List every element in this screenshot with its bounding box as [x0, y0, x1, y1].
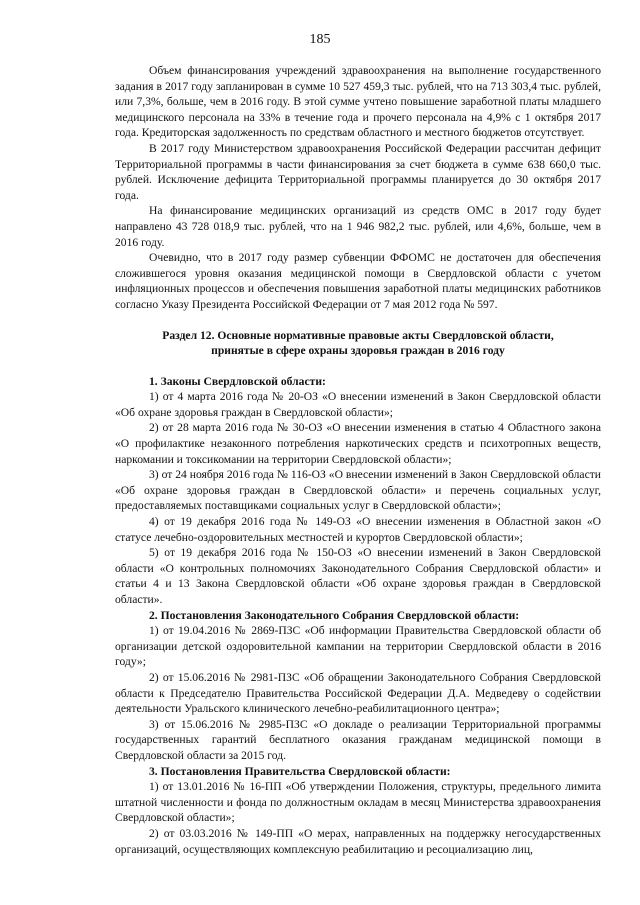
list-item: 2) от 15.06.2016 № 2981-ПЗС «Об обращении Законодательного Собрания Свердловской области к Председателю Правительства Российской Федерации Д.А. Медведеву о содействии деятельности Уральского клинического лечебно-реабилитационного центра»;: [115, 670, 601, 716]
paragraph: В 2017 году Министерством здравоохранения Российской Федерации рассчитан дефицит Территориальной программы в части финансирования за счет бюджета в сумме 638 660,0 тыс. рублей. Исключение дефицита Территориальной программы планируется до 30 октября 2017 года.: [115, 141, 601, 202]
list-item: 1) от 13.01.2016 № 16-ПП «Об утверждении Положения, структуры, предельного лимита штатной численности и фонда по должностным окладам в месяц Министерства здравоохранения Свердловской области»;: [115, 780, 601, 825]
list-item: 3) от 15.06.2016 № 2985-ПЗС «О докладе о реализации Территориальной программы государственных гарантий бесплатного оказания гражданам медицинской помощи в Свердловской области за 2015 год.: [115, 717, 601, 762]
paragraph: На финансирование медицинских организаций из средств ОМС в 2017 году будет направлено 43 728 018,9 тыс. рублей, что на 1 946 982,2 тыс. рублей, или 4,6%, больше, чем в 2016 году.: [115, 204, 601, 249]
list-item: 3) от 24 ноября 2016 года № 116-ОЗ «О внесении изменений в Закон Свердловской области «Об охране здоровья граждан в Свердловской области» и перечень социальных услуг, предоставляемых поставщиками социальных услуг в Свердловской области»;: [115, 468, 601, 513]
subsection-title-laws: 1. Законы Свердловской области:: [149, 374, 326, 388]
list-item: 5) от 19 декабря 2016 года № 150-ОЗ «О внесении изменений в Закон Свердловской области «О контрольных полномочиях Законодательного Собрания Свердловской области» и статьи 4 и 13 Закона Свердловской области «Об охране здоровья граждан в Свердловской области».: [115, 546, 601, 606]
section-title-line1: Раздел 12. Основные нормативные правовые акты Свердловской области,: [162, 328, 554, 342]
list-item: 2) от 28 марта 2016 года № 30-ОЗ «О внесении изменения в статью 4 Областного закона «О профилактике незаконного потребления наркотических средств и психотропных веществ, наркомании и токсикомании на территории Свердловской области»;: [115, 421, 601, 466]
list-item: 1) от 4 марта 2016 года № 20-ОЗ «О внесении изменений в Закон Свердловской области «Об охране здоровья граждан в Свердловской области»;: [115, 390, 601, 419]
list-item: 1) от 19.04.2016 № 2869-ПЗС «Об информации Правительства Свердловской области об организации детской оздоровительной кампании на территории Свердловской области в 2016 году»;: [115, 624, 601, 669]
subsection-title-government: 3. Постановления Правительства Свердловской области:: [149, 764, 451, 778]
subsection-title-resolutions: 2. Постановления Законодательного Собрания Свердловской области:: [149, 608, 520, 622]
section-title-line2: принятые в сфере охраны здоровья граждан в 2016 году: [211, 344, 505, 358]
list-item: 2) от 03.03.2016 № 149-ПП «О мерах, направленных на поддержку негосударственных организаций, осуществляющих комплексную реабилитацию и ресоциализацию лиц,: [115, 826, 601, 856]
section-title: [115, 328, 601, 359]
page-number: 185: [309, 32, 331, 47]
document-body: [115, 63, 601, 857]
list-item: 4) от 19 декабря 2016 года № 149-ОЗ «О внесении изменения в Областной закон «О статусе лечебно-оздоровительных местностей и курортов Свердловской области»;: [115, 515, 601, 544]
paragraph: Объем финансирования учреждений здравоохранения на выполнение государственного задания в 2017 году запланирован в сумме 10 527 459,3 тыс. рублей, что на 713 303,4 тыс. рублей, или 7,3%, больше, чем в 2016 году. В этой сумме учтено повышение заработной платы младшего медицинского персонала на 33% в течение года и прочего персонала на 4,9% с 1 октября 2017 года. Кредиторская задолженность по средствам областного и местного бюджетов отсутствует.: [115, 64, 601, 140]
paragraph: Очевидно, что в 2017 году размер субвенции ФФОМС не достаточен для обеспечения сложившегося уровня оказания медицинской помощи в Свердловской области с учетом инфляционных процессов и обеспечения повышения заработной платы медицинских работников согласно Указу Президента Российской Федерации от 7 мая 2012 года № 597.: [115, 251, 601, 311]
